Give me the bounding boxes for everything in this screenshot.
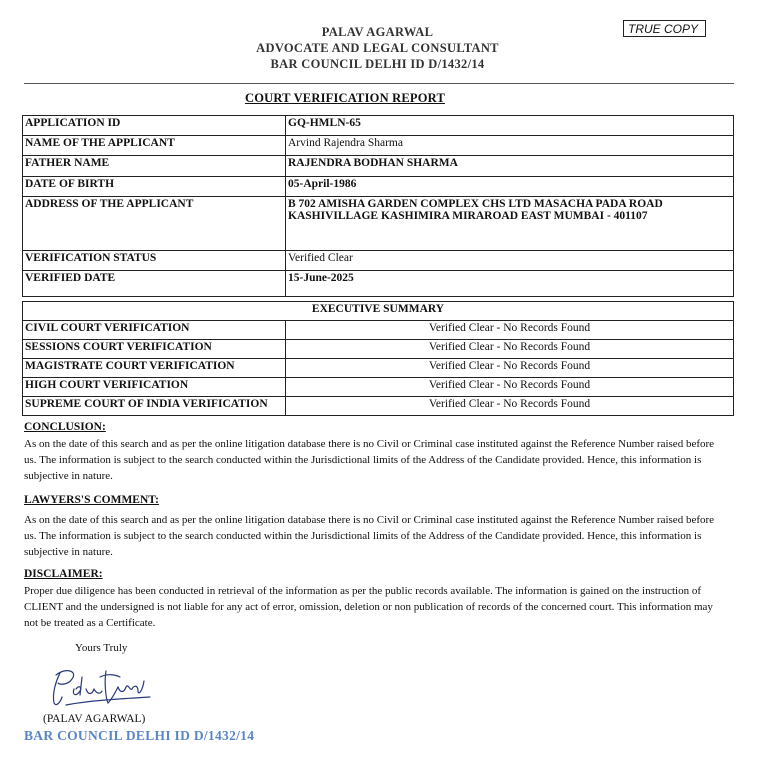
table-row (23, 378, 734, 397)
summary-value: Verified Clear - No Records Found (286, 321, 734, 340)
detail-label: FATHER NAME (23, 156, 286, 177)
table-row (23, 136, 734, 156)
table-row (23, 156, 734, 177)
detail-label: APPLICATION ID (23, 116, 286, 136)
handwritten-signature (46, 663, 156, 716)
footer-bar-council-id: BAR COUNCIL DELHI ID D/1432/14 (24, 728, 255, 743)
summary-value: Verified Clear - No Records Found (286, 340, 734, 359)
applicant-details-table (22, 115, 734, 297)
table-row (23, 116, 734, 136)
closing-salutation: Yours Truly (75, 642, 128, 654)
summary-value: Verified Clear - No Records Found (286, 397, 734, 416)
lawyers-comment-heading: LAWYERS'S COMMENT: (24, 494, 159, 506)
summary-value: Verified Clear - No Records Found (286, 359, 734, 378)
summary-label: MAGISTRATE COURT VERIFICATION (23, 359, 286, 378)
detail-value: RAJENDRA BODHAN SHARMA (286, 156, 734, 177)
detail-label: VERIFICATION STATUS (23, 251, 286, 271)
detail-value: Arvind Rajendra Sharma (286, 136, 734, 156)
advocate-designation: ADVOCATE AND LEGAL CONSULTANT (256, 41, 499, 55)
table-row (23, 321, 734, 340)
summary-value: Verified Clear - No Records Found (286, 378, 734, 397)
true-copy-stamp: TRUE COPY (623, 20, 706, 37)
executive-summary-table (22, 301, 734, 416)
table-header-row (23, 302, 734, 321)
table-row (23, 397, 734, 416)
bar-council-id: BAR COUNCIL DELHI ID D/1432/14 (270, 57, 485, 71)
detail-label: ADDRESS OF THE APPLICANT (23, 197, 286, 251)
lawyers-comment-text: As on the date of this search and as per the online litigation database there is no Civil or Criminal case instituted against the Reference Number raised before us. The information is subject to the search conducted within the Jurisdictional limits of the Address of the Candidate provided. Hence, this information is subjective in nature. (24, 514, 715, 558)
detail-value: 05-April-1986 (286, 177, 734, 197)
detail-value: 15-June-2025 (286, 271, 734, 297)
table-row (23, 340, 734, 359)
table-row (23, 359, 734, 378)
report-title: COURT VERIFICATION REPORT (245, 91, 445, 105)
advocate-name: PALAV AGARWAL (321, 25, 434, 39)
summary-label: HIGH COURT VERIFICATION (23, 378, 286, 397)
table-row (23, 271, 734, 297)
detail-value: B 702 AMISHA GARDEN COMPLEX CHS LTD MASACHA PADA ROAD KASHIVILLAGE KASHIMIRA MIRAROAD EAST MUMBAI - 401107 (286, 197, 734, 251)
conclusion-heading: CONCLUSION: (24, 421, 106, 433)
summary-label: SUPREME COURT OF INDIA VERIFICATION (23, 397, 286, 416)
detail-value: GQ-HMLN-65 (286, 116, 734, 136)
detail-label: VERIFIED DATE (23, 271, 286, 297)
disclaimer-text: Proper due diligence has been conducted in retrieval of the information as per the public records available. The information is gained on the instruction of CLIENT and the undersigned is not liable for any act of error, omission, deletion or non publication of records of the concerned court. This information may not be treated as a Certificate. (24, 585, 713, 629)
table-row (23, 177, 734, 197)
signatory-name: (PALAV AGARWAL) (43, 713, 146, 725)
conclusion-text: As on the date of this search and as per the online litigation database there is no Civil or Criminal case instituted against the Reference Number raised before us. The information is subject to the search conducted within the Jurisdictional limits of the Address of the Candidate provided. Hence, this information is subjective in nature. (24, 438, 715, 482)
summary-label: SESSIONS COURT VERIFICATION (23, 340, 286, 359)
executive-summary-title: EXECUTIVE SUMMARY (23, 302, 734, 321)
header-divider (24, 83, 734, 84)
table-row (23, 197, 734, 251)
detail-label: NAME OF THE APPLICANT (23, 136, 286, 156)
disclaimer-heading: DISCLAIMER: (24, 568, 103, 580)
detail-label: DATE OF BIRTH (23, 177, 286, 197)
detail-value: Verified Clear (286, 251, 734, 271)
summary-label: CIVIL COURT VERIFICATION (23, 321, 286, 340)
table-row (23, 251, 734, 271)
